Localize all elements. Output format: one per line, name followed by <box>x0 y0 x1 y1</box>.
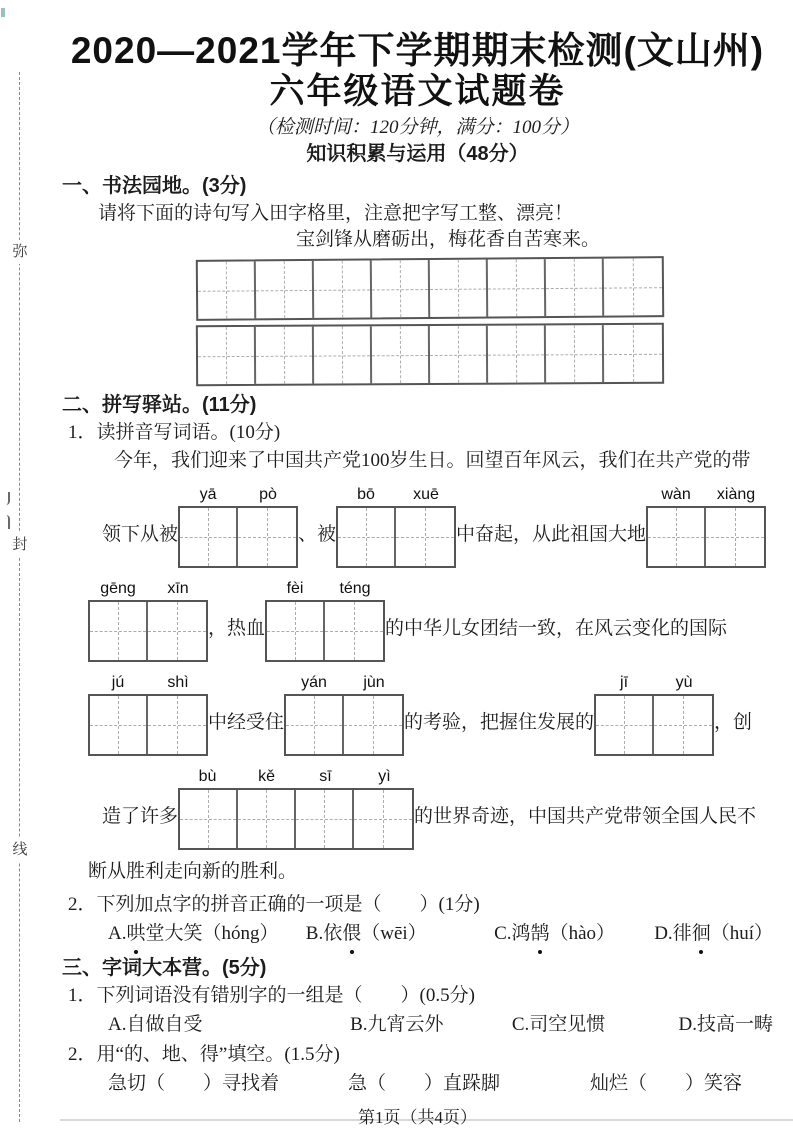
paragraph-intro: 今年，我们迎来了中国共产党100岁生日。回望百年风云，我们在共产党的带 <box>114 450 751 471</box>
pinyin-syllable: xīn <box>167 580 189 597</box>
pinyin-word-box-boxue <box>336 485 456 568</box>
pinyin-syllable: fèi <box>286 580 304 597</box>
pinyin-word-box-jushi <box>88 673 208 756</box>
seal-char-xian: 线 <box>11 838 29 862</box>
options-row <box>108 1012 773 1038</box>
section2-heading: 二、拼写驿站。(11分) <box>62 394 257 416</box>
dotted-char: 偎 <box>342 921 361 947</box>
pinyin-word-box-wanxiang <box>646 485 766 568</box>
option-text: B.依 <box>305 923 343 944</box>
writing-grid-cell <box>546 259 604 316</box>
seal-char-feng: 封 <box>11 533 29 557</box>
pinyin-word-box-gengxin <box>88 579 208 662</box>
pinyin-word-box-jiyu <box>594 673 714 756</box>
answer-grid-cell <box>90 696 148 754</box>
option-d <box>654 921 773 947</box>
pinyin-syllable: gēng <box>100 580 136 597</box>
paragraph-text: ，创 <box>714 712 753 733</box>
pinyin-syllable: bù <box>198 768 217 785</box>
dotted-char: 鹄 <box>531 921 550 947</box>
poem-text: 宝剑锋从磨砺出，梅花香自苦寒来。 <box>296 229 601 250</box>
writing-grid-cell <box>372 326 430 383</box>
scan-artifact <box>2 515 10 529</box>
writing-grid-cell <box>256 327 314 384</box>
writing-grid-row <box>196 323 664 386</box>
answer-cells <box>646 506 766 568</box>
writing-grid-cell <box>430 260 488 317</box>
pinyin-syllable: shì <box>167 674 189 691</box>
pinyin-syllable: pò <box>259 486 277 503</box>
pinyin-word-box-yapo <box>178 485 298 568</box>
section-banner: 知识积累与运用（48分） <box>306 143 529 165</box>
writing-grid-cell <box>488 325 546 382</box>
writing-grid-cell <box>256 261 314 318</box>
dotted-char: 徊 <box>692 921 711 947</box>
paragraph-text: 造了许多 <box>102 806 179 827</box>
pinyin-syllable: kě <box>258 768 275 785</box>
pinyin-label-row <box>265 579 385 600</box>
writing-grid-cell <box>198 261 256 318</box>
option-text: C.鸿 <box>494 923 531 944</box>
pinyin-syllable: bō <box>357 486 375 503</box>
question-label: 2．用“的、地、得”填空。(1.5分) <box>68 1044 340 1065</box>
paragraph-text: ，热血 <box>208 618 266 639</box>
dotted-char: 哄 <box>126 921 145 947</box>
writing-grid-cell <box>604 258 662 315</box>
pinyin-label-row <box>594 673 714 694</box>
option-a <box>108 921 306 947</box>
answer-grid-cell <box>338 508 396 566</box>
option-c <box>494 921 654 947</box>
answer-grid-cell <box>344 696 402 754</box>
paragraph-text: 中经受住 <box>208 712 285 733</box>
answer-grid-cell <box>148 602 206 660</box>
page-subtitle: 六年级语文试题卷 <box>269 72 566 111</box>
pinyin-syllable: yì <box>378 768 391 785</box>
answer-grid-cell <box>148 696 206 754</box>
section1-heading: 一、书法园地。(3分) <box>62 175 247 197</box>
pinyin-syllable: jī <box>620 674 629 691</box>
writing-grid-cell <box>546 325 604 382</box>
fill-line-4 <box>102 767 773 850</box>
writing-grid-cell <box>314 326 372 383</box>
option-text: （wēi） <box>361 923 427 944</box>
scan-artifact <box>1 8 5 17</box>
pinyin-label-row <box>646 485 766 506</box>
option-text: D.徘 <box>654 923 692 944</box>
option-c: C.司空见惯 <box>511 1014 606 1035</box>
answer-cells <box>178 788 414 850</box>
page-title: 2020—2021学年下学期期末检测(文山州) <box>70 30 765 71</box>
question-label: 1．读拼音写词语。(10分) <box>68 422 281 443</box>
options-row <box>108 921 773 955</box>
fill-line-1 <box>102 485 773 568</box>
pinyin-syllable: xuē <box>413 486 439 503</box>
writing-grid-cell <box>488 259 546 316</box>
pinyin-label-row <box>88 673 208 694</box>
pinyin-label-row <box>284 673 404 694</box>
answer-cells <box>178 506 298 568</box>
writing-grid-cell <box>198 327 256 384</box>
seal-char-mi: 弥 <box>11 240 29 264</box>
answer-grid-cell <box>238 508 296 566</box>
pinyin-syllable: jùn <box>363 674 385 691</box>
pinyin-word-box-yanjun <box>284 673 404 756</box>
answer-grid-cell <box>180 508 238 566</box>
fill-line-3 <box>88 673 773 756</box>
answer-cells <box>594 694 714 756</box>
pinyin-syllable: sī <box>319 768 332 785</box>
pinyin-label-row <box>88 579 208 600</box>
fill-line-2 <box>88 579 773 662</box>
option-b <box>306 921 494 947</box>
paragraph-text: 的中华儿女团结一致，在风云变化的国际 <box>385 618 728 639</box>
pinyin-syllable: téng <box>339 580 371 597</box>
answer-grid-cell <box>325 602 383 660</box>
answer-cells <box>88 694 208 756</box>
pinyin-syllable: yán <box>301 674 327 691</box>
pinyin-syllable: jú <box>111 674 125 691</box>
paragraph-text: 领下从被 <box>102 524 179 545</box>
footer-page-number: 第1页（共4页） <box>358 1108 477 1127</box>
answer-cells <box>88 600 208 662</box>
option-b: B.九宵云外 <box>350 1014 444 1035</box>
option-text: （hào） <box>549 923 615 944</box>
writing-grid-cell <box>604 325 662 382</box>
scan-artifact <box>2 492 10 505</box>
question-label: 1．下列词语没有错别字的一组是（ ）(0.5分) <box>68 985 475 1006</box>
pinyin-label-row <box>178 767 414 788</box>
writing-grid-cell <box>314 260 372 317</box>
answer-cells <box>336 506 456 568</box>
answer-grid-cell <box>354 790 412 848</box>
paragraph-text: 、被 <box>298 524 337 545</box>
calligraphy-grid <box>196 258 773 385</box>
pinyin-label-row <box>178 485 298 506</box>
paragraph-text: 的考验，把握住发展的 <box>404 712 595 733</box>
answer-grid-cell <box>180 790 238 848</box>
answer-grid-cell <box>267 602 325 660</box>
option-a: A.自做自受 <box>108 1014 203 1035</box>
fill-items-row <box>108 1071 773 1097</box>
pinyin-word-box-feiteng <box>265 579 385 662</box>
writing-grid-cell <box>430 326 488 383</box>
answer-grid-cell <box>90 602 148 660</box>
pinyin-syllable: yù <box>675 674 693 691</box>
answer-grid-cell <box>238 790 296 848</box>
answer-grid-cell <box>286 696 344 754</box>
paragraph-text: 中奋起，从此祖国大地 <box>456 524 647 545</box>
seal-fold-line <box>19 72 20 1122</box>
fill-item: 灿烂（ ）笑容 <box>590 1073 743 1094</box>
paragraph-text: 断从胜利走向新的胜利。 <box>88 861 298 882</box>
option-d: D.技高一畴 <box>678 1014 773 1035</box>
option-text: A. <box>108 923 127 944</box>
answer-grid-cell <box>648 508 706 566</box>
pinyin-label-row <box>336 485 456 506</box>
answer-grid-cell <box>396 508 454 566</box>
pinyin-syllable: yā <box>199 486 217 503</box>
answer-grid-cell <box>296 790 354 848</box>
answer-grid-cell <box>706 508 764 566</box>
section3-heading: 三、字词大本营。(5分) <box>62 957 267 979</box>
pinyin-syllable: xiàng <box>716 486 756 503</box>
option-text: 堂大笑（hóng） <box>145 923 279 944</box>
question-label: 2．下列加点字的拼音正确的一项是（ ）(1分) <box>68 894 480 915</box>
exam-info-line: （检测时间：120分钟，满分：100分） <box>255 117 579 138</box>
exam-paper-content <box>62 0 773 1131</box>
pinyin-word-box-bukesiyi <box>178 767 414 850</box>
option-text: （huí） <box>710 923 773 944</box>
answer-grid-cell <box>596 696 654 754</box>
paragraph-text: 的世界奇迹，中国共产党带领全国人民不 <box>414 806 757 827</box>
writing-grid-row <box>196 256 664 321</box>
fill-item: 急（ ）直跺脚 <box>348 1073 501 1094</box>
answer-grid-cell <box>654 696 712 754</box>
fill-item: 急切（ ）寻找着 <box>108 1073 280 1094</box>
answer-cells <box>265 600 385 662</box>
writing-grid-cell <box>372 260 430 317</box>
pinyin-syllable: wàn <box>661 486 691 503</box>
section1-instruction: 请将下面的诗句写入田字格里，注意把字写工整、漂亮！ <box>98 203 574 224</box>
answer-cells <box>284 694 404 756</box>
